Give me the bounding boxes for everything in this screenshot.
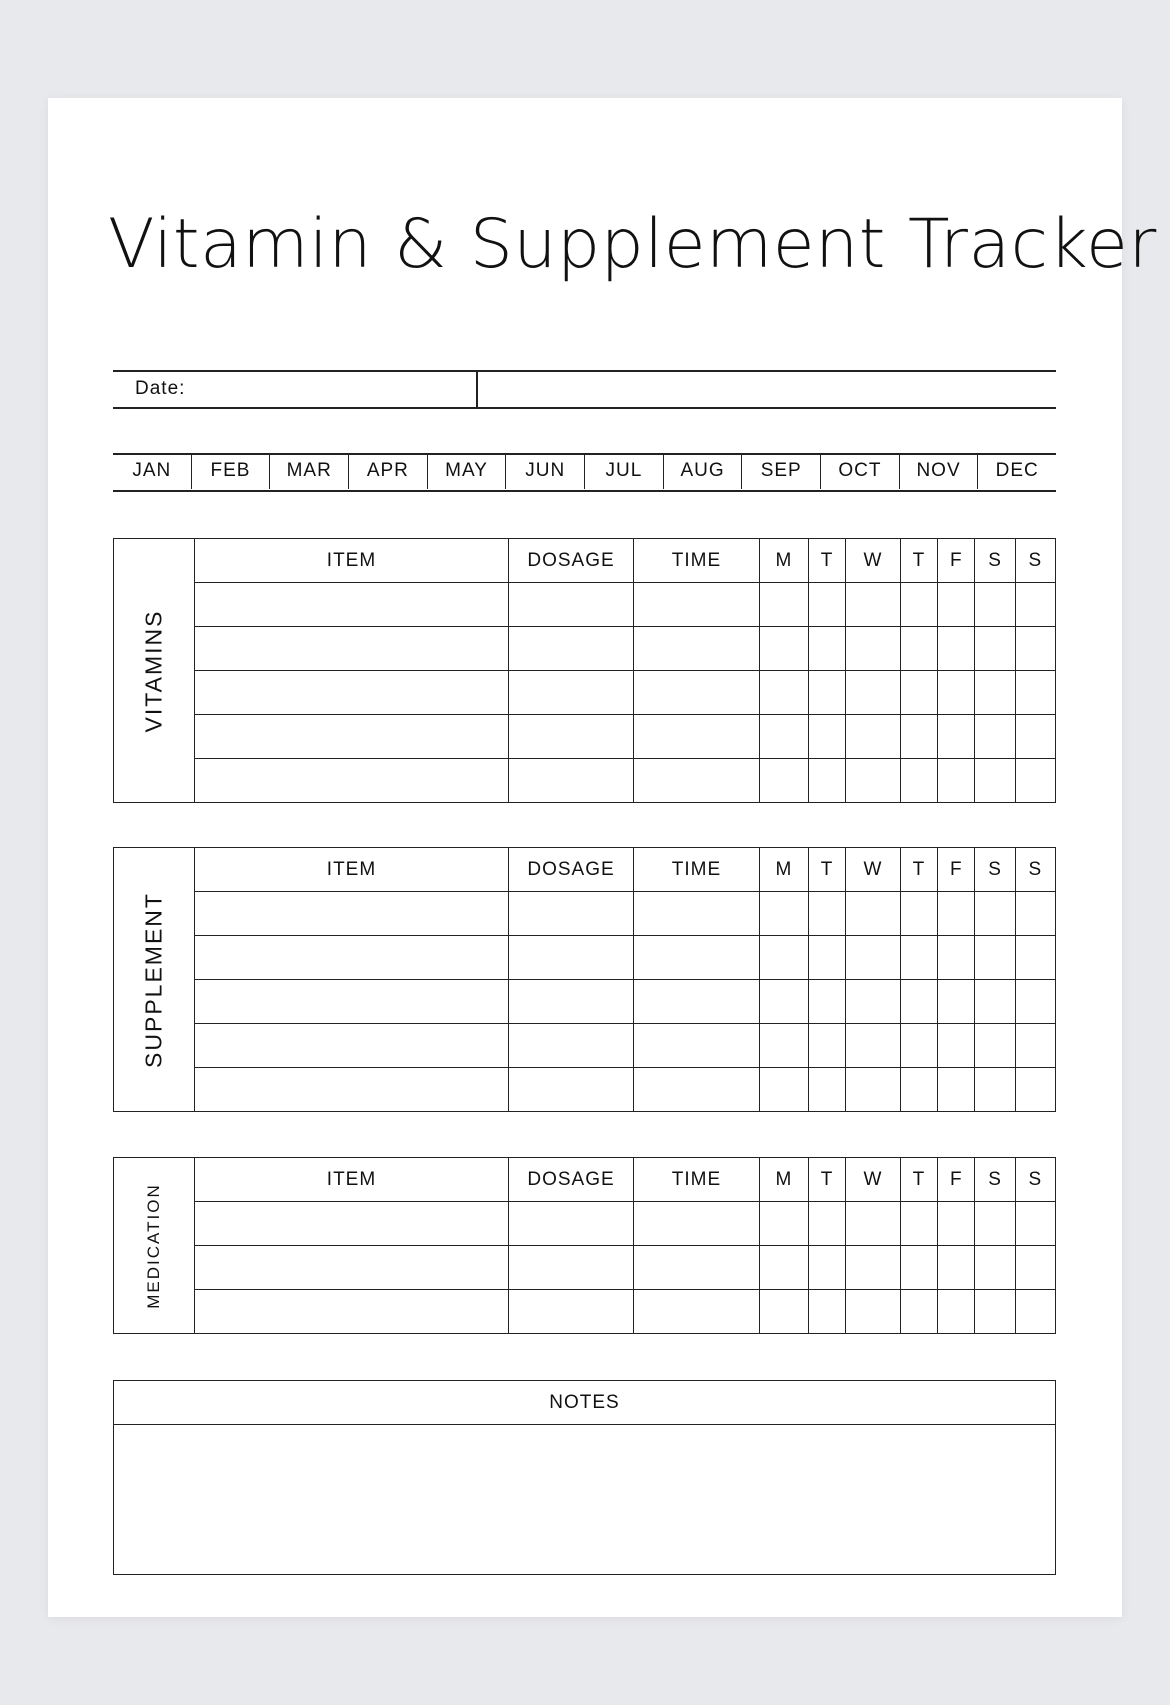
- table-row: [114, 1068, 1056, 1112]
- day-check-cell[interactable]: [846, 583, 901, 627]
- day-column-header: T: [900, 539, 937, 583]
- day-column-header: T: [808, 848, 845, 892]
- table-row: [114, 627, 1056, 671]
- table-row: [114, 671, 1056, 715]
- day-check-cell[interactable]: [900, 1246, 937, 1290]
- table-row: [114, 1024, 1056, 1068]
- day-check-cell[interactable]: [900, 759, 937, 803]
- day-check-cell[interactable]: [1015, 671, 1055, 715]
- day-check-cell[interactable]: [900, 627, 937, 671]
- day-column-header: F: [938, 848, 975, 892]
- day-check-cell[interactable]: [808, 1068, 845, 1112]
- day-check-cell[interactable]: [808, 1202, 845, 1246]
- day-check-cell[interactable]: [846, 627, 901, 671]
- item-cell[interactable]: [195, 1024, 509, 1068]
- day-check-cell[interactable]: [938, 1246, 975, 1290]
- day-check-cell[interactable]: [900, 1202, 937, 1246]
- day-check-cell[interactable]: [975, 627, 1015, 671]
- table-row: [114, 1202, 1056, 1246]
- page-title: Vitamin & Supplement Tracker: [108, 205, 1157, 284]
- day-check-cell[interactable]: [808, 892, 845, 936]
- supplement-section-label: SUPPLEMENT: [140, 891, 167, 1068]
- day-check-cell[interactable]: [938, 980, 975, 1024]
- day-check-cell[interactable]: [760, 1246, 809, 1290]
- day-check-cell[interactable]: [1015, 1202, 1055, 1246]
- day-check-cell[interactable]: [975, 671, 1015, 715]
- vitamins-table: [113, 538, 1056, 803]
- day-column-header: M: [760, 848, 809, 892]
- day-check-cell[interactable]: [975, 715, 1015, 759]
- day-check-cell[interactable]: [808, 1246, 845, 1290]
- month-jul[interactable]: JUL: [584, 453, 663, 489]
- month-jun[interactable]: JUN: [505, 453, 584, 489]
- day-column-header: T: [900, 1158, 937, 1202]
- date-field[interactable]: [478, 372, 1054, 406]
- day-check-cell[interactable]: [975, 936, 1015, 980]
- day-check-cell[interactable]: [1015, 1068, 1055, 1112]
- item-cell[interactable]: [195, 936, 509, 980]
- day-check-cell[interactable]: [900, 715, 937, 759]
- day-check-cell[interactable]: [938, 1290, 975, 1334]
- day-check-cell[interactable]: [760, 671, 809, 715]
- item-column-header: ITEM: [195, 539, 509, 583]
- dosage-cell[interactable]: [509, 980, 634, 1024]
- time-cell[interactable]: [634, 936, 760, 980]
- item-cell[interactable]: [195, 627, 509, 671]
- table-row: [114, 980, 1056, 1024]
- day-column-header: S: [975, 1158, 1015, 1202]
- day-check-cell[interactable]: [760, 759, 809, 803]
- day-check-cell[interactable]: [846, 1246, 901, 1290]
- day-check-cell[interactable]: [975, 980, 1015, 1024]
- day-column-header: T: [900, 848, 937, 892]
- day-check-cell[interactable]: [760, 936, 809, 980]
- day-check-cell[interactable]: [846, 1068, 901, 1112]
- month-selector: [113, 453, 1056, 489]
- day-check-cell[interactable]: [846, 1202, 901, 1246]
- header-row: [114, 1158, 1056, 1202]
- day-check-cell[interactable]: [938, 892, 975, 936]
- day-check-cell[interactable]: [1015, 892, 1055, 936]
- months-bottom-line: [113, 490, 1056, 492]
- day-check-cell[interactable]: [1015, 936, 1055, 980]
- month-jan[interactable]: JAN: [132, 460, 172, 481]
- dosage-cell[interactable]: [509, 1290, 634, 1334]
- day-column-header: S: [975, 848, 1015, 892]
- day-check-cell[interactable]: [760, 715, 809, 759]
- dosage-cell[interactable]: [509, 1202, 634, 1246]
- time-cell[interactable]: [634, 892, 760, 936]
- table-row: [114, 1290, 1056, 1334]
- table-row: [114, 715, 1056, 759]
- time-cell[interactable]: [634, 627, 760, 671]
- item-column-header: ITEM: [195, 1158, 509, 1202]
- header-row: [114, 539, 1056, 583]
- day-check-cell[interactable]: [975, 1068, 1015, 1112]
- day-column-header: F: [938, 539, 975, 583]
- item-cell[interactable]: [195, 980, 509, 1024]
- table-row: [114, 892, 1056, 936]
- dosage-cell[interactable]: [509, 671, 634, 715]
- month-sep[interactable]: SEP: [741, 453, 820, 489]
- item-cell[interactable]: [195, 583, 509, 627]
- item-column-header: ITEM: [195, 848, 509, 892]
- time-column-header: TIME: [634, 848, 760, 892]
- day-check-cell[interactable]: [760, 892, 809, 936]
- day-column-header: F: [938, 1158, 975, 1202]
- month-dec[interactable]: DEC: [977, 453, 1056, 489]
- time-cell[interactable]: [634, 1290, 760, 1334]
- day-column-header: M: [760, 539, 809, 583]
- time-column-header: TIME: [634, 539, 760, 583]
- item-cell[interactable]: [195, 892, 509, 936]
- day-check-cell[interactable]: [900, 936, 937, 980]
- day-check-cell[interactable]: [900, 671, 937, 715]
- vitamins-section-label: VITAMINS: [140, 609, 167, 732]
- day-check-cell[interactable]: [760, 1024, 809, 1068]
- day-check-cell[interactable]: [808, 1290, 845, 1334]
- day-column-header: W: [846, 1158, 901, 1202]
- day-check-cell[interactable]: [938, 1024, 975, 1068]
- day-column-header: T: [808, 539, 845, 583]
- dosage-cell[interactable]: [509, 1068, 634, 1112]
- month-aug[interactable]: AUG: [663, 453, 742, 489]
- day-check-cell[interactable]: [808, 1024, 845, 1068]
- table-row: [114, 936, 1056, 980]
- day-check-cell[interactable]: [760, 1202, 809, 1246]
- day-check-cell[interactable]: [938, 583, 975, 627]
- day-check-cell[interactable]: [846, 1290, 901, 1334]
- day-check-cell[interactable]: [760, 1068, 809, 1112]
- day-column-header: S: [1015, 539, 1055, 583]
- day-check-cell[interactable]: [846, 980, 901, 1024]
- medication-section-label: MEDICATION: [144, 1182, 163, 1309]
- day-check-cell[interactable]: [975, 1290, 1015, 1334]
- day-check-cell[interactable]: [900, 583, 937, 627]
- day-check-cell[interactable]: [938, 936, 975, 980]
- day-check-cell[interactable]: [1015, 627, 1055, 671]
- notes-header: NOTES: [114, 1381, 1055, 1425]
- day-check-cell[interactable]: [938, 1202, 975, 1246]
- time-cell[interactable]: [634, 1024, 760, 1068]
- item-cell[interactable]: [195, 1246, 509, 1290]
- day-check-cell[interactable]: [1015, 715, 1055, 759]
- day-check-cell[interactable]: [760, 583, 809, 627]
- month-apr[interactable]: APR: [348, 453, 427, 489]
- month-feb[interactable]: FEB: [191, 453, 270, 489]
- day-check-cell[interactable]: [808, 671, 845, 715]
- notes-area[interactable]: [114, 1425, 1055, 1573]
- day-check-cell[interactable]: [1015, 980, 1055, 1024]
- day-check-cell[interactable]: [846, 715, 901, 759]
- item-cell[interactable]: [195, 1068, 509, 1112]
- month-nov[interactable]: NOV: [899, 453, 978, 489]
- day-check-cell[interactable]: [975, 583, 1015, 627]
- day-column-header: T: [808, 1158, 845, 1202]
- time-cell[interactable]: [634, 1068, 760, 1112]
- table-row: [114, 1246, 1056, 1290]
- supplement-section-label-cell: [114, 848, 195, 1112]
- tracker-sheet: [48, 98, 1157, 1617]
- dosage-cell[interactable]: [509, 1024, 634, 1068]
- day-check-cell[interactable]: [808, 980, 845, 1024]
- day-check-cell[interactable]: [975, 1024, 1015, 1068]
- month-oct[interactable]: OCT: [820, 453, 899, 489]
- day-check-cell[interactable]: [846, 759, 901, 803]
- day-check-cell[interactable]: [938, 759, 975, 803]
- vitamins-section-label-cell: [114, 539, 195, 803]
- day-check-cell[interactable]: [938, 671, 975, 715]
- supplement-table: [113, 847, 1056, 1112]
- date-bottom-line: [113, 407, 1056, 409]
- day-check-cell[interactable]: [808, 627, 845, 671]
- day-column-header: S: [1015, 1158, 1055, 1202]
- day-column-header: S: [1015, 848, 1055, 892]
- item-cell[interactable]: [195, 1290, 509, 1334]
- time-cell[interactable]: [634, 980, 760, 1024]
- day-check-cell[interactable]: [760, 980, 809, 1024]
- dosage-cell[interactable]: [509, 1246, 634, 1290]
- medication-section-label-cell: [114, 1158, 195, 1334]
- dosage-column-header: DOSAGE: [509, 539, 634, 583]
- day-check-cell[interactable]: [846, 892, 901, 936]
- day-check-cell[interactable]: [938, 715, 975, 759]
- dosage-cell[interactable]: [509, 759, 634, 803]
- table-row: [114, 583, 1056, 627]
- day-check-cell[interactable]: [1015, 583, 1055, 627]
- notes-box: [113, 1380, 1056, 1575]
- day-check-cell[interactable]: [846, 671, 901, 715]
- day-check-cell[interactable]: [808, 936, 845, 980]
- day-check-cell[interactable]: [938, 1068, 975, 1112]
- day-check-cell[interactable]: [975, 1202, 1015, 1246]
- day-check-cell[interactable]: [938, 627, 975, 671]
- day-check-cell[interactable]: [900, 1290, 937, 1334]
- month-mar[interactable]: MAR: [269, 453, 348, 489]
- day-column-header: W: [846, 539, 901, 583]
- day-check-cell[interactable]: [900, 1024, 937, 1068]
- month-may[interactable]: MAY: [427, 453, 506, 489]
- dosage-column-header: DOSAGE: [509, 848, 634, 892]
- day-check-cell[interactable]: [1015, 1246, 1055, 1290]
- day-column-header: S: [975, 539, 1015, 583]
- day-column-header: M: [760, 1158, 809, 1202]
- day-check-cell[interactable]: [808, 715, 845, 759]
- dosage-cell[interactable]: [509, 936, 634, 980]
- time-cell[interactable]: [634, 715, 760, 759]
- day-check-cell[interactable]: [1015, 1024, 1055, 1068]
- dosage-column-header: DOSAGE: [509, 1158, 634, 1202]
- day-check-cell[interactable]: [1015, 1290, 1055, 1334]
- table-row: [114, 759, 1056, 803]
- time-cell[interactable]: [634, 759, 760, 803]
- time-cell[interactable]: [634, 583, 760, 627]
- day-check-cell[interactable]: [846, 1024, 901, 1068]
- time-cell[interactable]: [634, 671, 760, 715]
- item-cell[interactable]: [195, 759, 509, 803]
- day-check-cell[interactable]: [808, 583, 845, 627]
- dosage-cell[interactable]: [509, 715, 634, 759]
- item-cell[interactable]: [195, 671, 509, 715]
- day-check-cell[interactable]: [975, 1246, 1015, 1290]
- day-check-cell[interactable]: [1015, 759, 1055, 803]
- item-cell[interactable]: [195, 1202, 509, 1246]
- day-check-cell[interactable]: [760, 627, 809, 671]
- date-label: Date:: [135, 378, 186, 399]
- time-cell[interactable]: [634, 1202, 760, 1246]
- medication-table: [113, 1157, 1056, 1334]
- day-check-cell[interactable]: [900, 980, 937, 1024]
- dosage-cell[interactable]: [509, 583, 634, 627]
- dosage-cell[interactable]: [509, 627, 634, 671]
- header-row: [114, 848, 1056, 892]
- day-check-cell[interactable]: [900, 892, 937, 936]
- day-check-cell[interactable]: [975, 892, 1015, 936]
- day-column-header: W: [846, 848, 901, 892]
- day-check-cell[interactable]: [846, 936, 901, 980]
- dosage-cell[interactable]: [509, 892, 634, 936]
- day-check-cell[interactable]: [975, 759, 1015, 803]
- time-column-header: TIME: [634, 1158, 760, 1202]
- time-cell[interactable]: [634, 1246, 760, 1290]
- day-check-cell[interactable]: [760, 1290, 809, 1334]
- day-check-cell[interactable]: [900, 1068, 937, 1112]
- item-cell[interactable]: [195, 715, 509, 759]
- day-check-cell[interactable]: [808, 759, 845, 803]
